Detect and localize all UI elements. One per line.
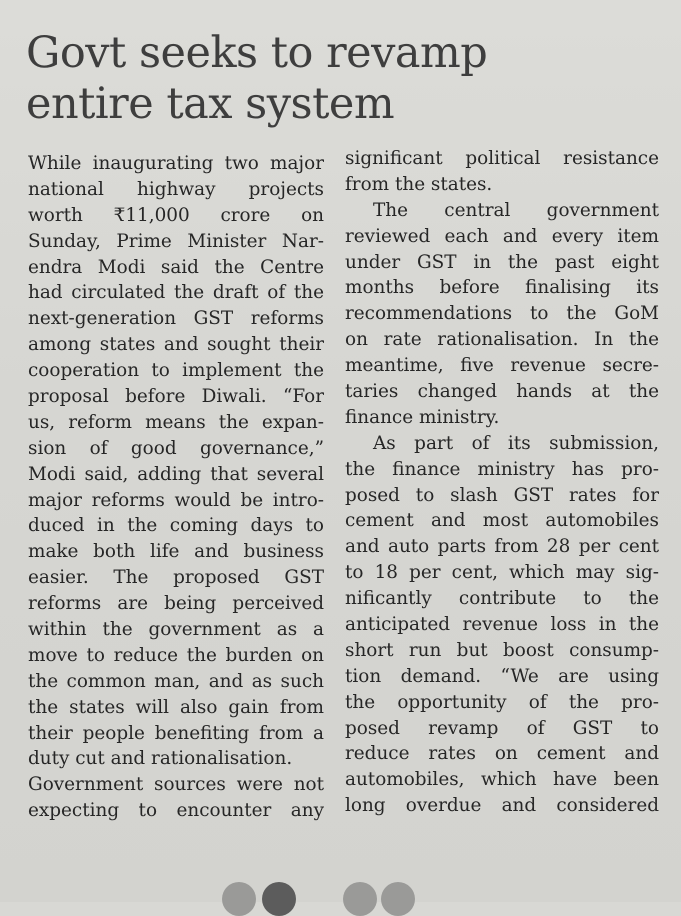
decorative-dot (343, 882, 377, 916)
text-line: nificantly contribute to the (345, 588, 659, 610)
headline-line: entire tax system (26, 79, 395, 129)
text-line: the opportunity of the pro- (345, 691, 659, 713)
headline-line: Govt seeks to revamp (26, 28, 488, 78)
text-line: the finance ministry has pro- (345, 458, 659, 480)
text-line: their people benefiting from a (28, 722, 324, 744)
decorative-dot (381, 882, 415, 916)
text-line: taries changed hands at the (345, 381, 659, 403)
text-line: the states will also gain from (28, 696, 324, 718)
text-line: to 18 per cent, which may sig- (345, 562, 659, 584)
text-line: make both life and business (28, 541, 324, 563)
text-line: sion of good governance,” (28, 437, 324, 459)
text-line: significant political resistance (345, 148, 659, 169)
article-headline (26, 28, 656, 130)
text-line: The central government (373, 199, 659, 221)
article-left-column (28, 151, 324, 824)
text-line: reduce rates on cement and (345, 743, 659, 765)
decorative-dot (262, 882, 296, 916)
text-line: duced in the coming days to (28, 515, 324, 537)
text-line: proposal before Diwali. “For (28, 386, 324, 408)
text-line: and auto parts from 28 per cent (345, 536, 659, 558)
text-line: While inaugurating two major (28, 153, 324, 174)
text-line: reforms are being perceived (28, 593, 324, 615)
text-line: move to reduce the burden on (28, 644, 324, 666)
text-line: the common man, and as such (28, 670, 324, 692)
text-line: As part of its submission, (373, 432, 659, 454)
text-line: national highway projects (28, 178, 324, 200)
text-line: cement and most automobiles (345, 510, 659, 532)
page-bottom-decoration (0, 878, 681, 902)
article-right-column (345, 146, 659, 819)
text-line: within the government as a (28, 619, 324, 641)
text-line: among states and sought their (28, 334, 324, 356)
text-line: long overdue and considered (345, 795, 659, 817)
text-line: posed revamp of GST to (345, 717, 659, 739)
text-line: worth ₹11,000 crore on (28, 204, 324, 226)
decorative-dot (222, 882, 256, 916)
text-line: from the states. (345, 173, 493, 195)
text-line: finance ministry. (345, 406, 500, 428)
text-line: major reforms would be intro- (28, 489, 324, 511)
text-line: Modi said, adding that several (28, 463, 324, 485)
text-line: Government sources were not (28, 774, 324, 796)
text-line: under GST in the past eight (345, 251, 659, 273)
text-line: duty cut and rationalisation. (28, 748, 293, 770)
text-line: tion demand. “We are using (345, 665, 659, 687)
text-line: recommendations to the GoM (345, 303, 659, 325)
text-line: automobiles, which have been (345, 769, 659, 791)
text-line: next-generation GST reforms (28, 308, 324, 330)
text-line: short run but boost consump- (345, 639, 659, 661)
text-line: meantime, five revenue secre- (345, 355, 659, 377)
text-line: months before finalising its (345, 277, 659, 299)
text-line: anticipated revenue loss in the (345, 614, 659, 636)
text-line: posed to slash GST rates for (345, 484, 659, 506)
text-line: reviewed each and every item (345, 225, 659, 247)
text-line: endra Modi said the Centre (28, 256, 324, 278)
text-line: Sunday, Prime Minister Nar- (28, 230, 324, 252)
text-line: had circulated the draft of the (28, 282, 324, 304)
text-line: easier. The proposed GST (28, 567, 324, 589)
text-line: cooperation to implement the (28, 360, 324, 382)
text-line: us, reform means the expan- (28, 411, 324, 433)
text-line: on rate rationalisation. In the (345, 329, 659, 351)
text-line: expecting to encounter any (28, 800, 324, 822)
